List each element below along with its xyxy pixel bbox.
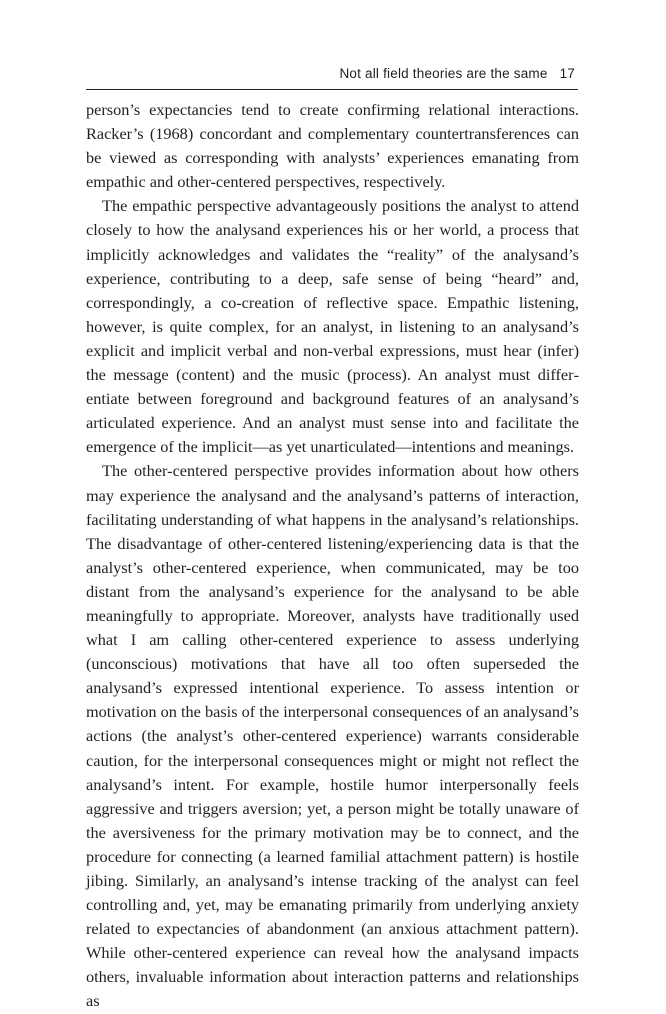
header-rule <box>86 89 578 90</box>
paragraph-1: person’s expectancies tend to create confirming relational interactions. Racker’s (1968) concordant and complementary countertransferences can be viewed as corresponding with analysts’ experiences emanating from empathic and other-centered perspectives, respectively. <box>86 100 579 192</box>
paragraph-2: The empathic perspective advantageously positions the analyst to attend closely to how the analysand experiences his or her world, a process that implicitly acknowledges and validates the “reality” of the analysand’s experience, contributing to a deep, safe sense of being “heard” and, correspondingly, a co-creation of reflective space. Empathic listening, however, is quite complex, for an analyst, in listening to an analysand’s explicit and implicit verbal and non-verbal expressions, must hear (infer) the message (content) and the music (process). An analyst must differentiate between foreground and background features of an analysand’s articulated experience. And an analyst must sense into and facilitate the emergence of the implicit—as yet unarticulated—intentions and meanings. <box>86 196 579 457</box>
page-number: 17 <box>559 66 575 81</box>
running-title: Not all field theories are the same <box>339 66 548 81</box>
running-head <box>339 66 575 81</box>
paragraph-3: The other-centered perspective provides information about how others may experience the analysand and the analysand’s patterns of interaction, facilitating understanding of what happens in the analysand’s relationships. The disadvantage of other-centered listening/experiencing data is that the analyst’s other-centered experience, when communicated, may be too distant from the analysand’s experience for the analysand to be able meaningfully to appropriate. Moreover, analysts have traditionally used what I am calling other-centered experience to assess underlying (unconscious) motivations that have all too often superseded the analysand’s expressed intentional experience. To assess intention or motivation on the basis of the interpersonal consequences of an analysand’s actions (the analyst’s other-centered experience) warrants considerable caution, for the interpersonal consequences might or might not reflect the analysand’s intent. For example, hostile humor interpersonally feels aggressive and triggers aversion; yet, a person might be totally unaware of the aversiveness for the primary motivation may be to connect, and the procedure for connecting (a learned familial attachment pattern) is hostile jibing. Similarly, an analysand’s intense tracking of the analyst can feel controlling and, yet, may be emanating primarily from underlying anxiety related to expectancies of abandonment (an anxious attachment pattern). While other-centered experience can reveal how the analysand impacts others, invaluable information about interaction patterns and relationships as <box>86 461 579 1011</box>
body-text <box>86 98 579 1014</box>
